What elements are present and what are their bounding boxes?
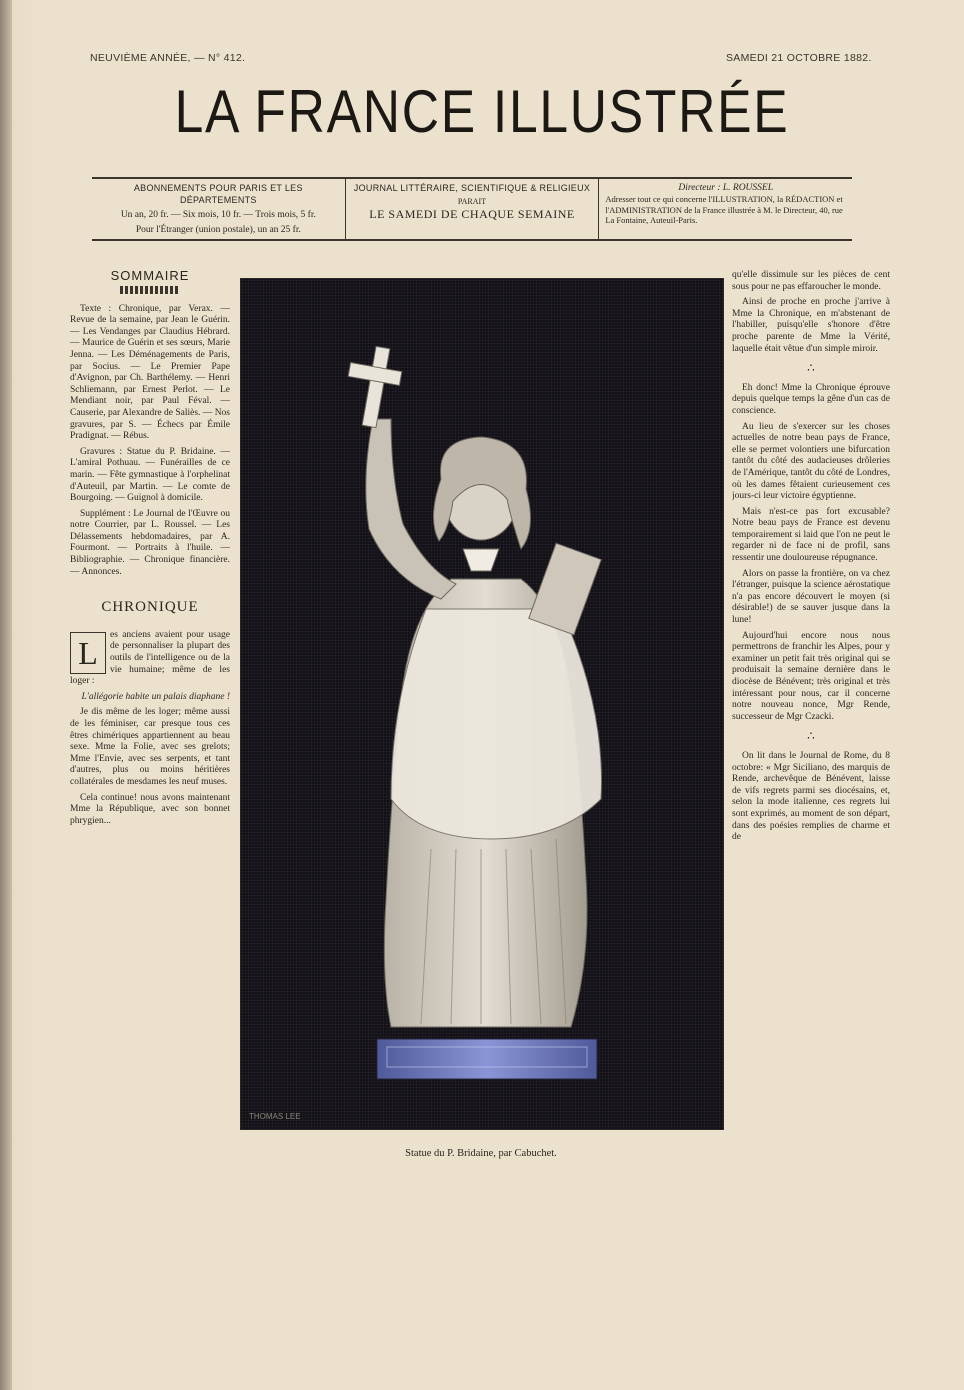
issue-date: SAMEDI 21 OCTOBRE 1882. [726, 52, 872, 64]
journal-parait: PARAIT [457, 197, 487, 206]
illustration-caption: Statue du P. Bridaine, par Cabuchet. [405, 1148, 557, 1159]
right-column [732, 270, 890, 1170]
director-name: Directeur : L. ROUSSEL [678, 183, 773, 193]
sommaire-gravures: Gravures : Statue du P. Bridaine. — L'amiral Pothuau. — Funérailles de ce marin. — Fête gymnastique à l'orphelinat d'Auteuil, par Martin. — Le comte de Bourgoing. — Guignol à domicile. [70, 446, 230, 504]
chronique-p3: Cela continue! nous avons maintenant Mme la République, avec son bonnet phrygien... [70, 792, 230, 826]
right-p7: Aujourd'hui encore nous nous permettrons de franchir les Alpes, pour y examiner un petit fait très original qui se produisait la semaine dernière dans le diocèse de Bénévent; très original et très intéressant pour nous, car il concerne notre nouveau nonce, Mgr Rende, successeur de Mgr Czacki. [732, 630, 890, 722]
journal-description: JOURNAL LITTÉRAIRE, SCIENTIFIQUE & RELIGIEUX [353, 183, 591, 193]
director-address: Adresser tout ce qui concerne l'ILLUSTRATION, la RÉDACTION et l'ADMINISTRATION de la France illustrée à M. le Directeur, 40, rue La Fontaine, Auteuil-Paris. [605, 194, 843, 225]
page-binding [0, 0, 12, 1390]
right-p4: Au lieu de s'exercer sur les choses actuelles de notre beau pays de France, elle se permet volontiers une bifurcation tantôt du côté des audacieuses drôleries de l'Amérique, tantôt du côté de Londres, où les dames fêtaient curieusement ces jours-ci leur victoire égyptienne. [732, 421, 890, 502]
section-separator: ∴ [807, 361, 815, 376]
subscription-foreign: Pour l'Étranger (union postale), un an 25 fr. [135, 225, 301, 235]
left-column [70, 270, 230, 1370]
dropcap-letter: L [70, 632, 106, 674]
journal-info [346, 179, 600, 239]
statue-figure-illustration [241, 279, 723, 1129]
sommaire-texte: Texte : Chronique, par Verax. — Revue de la semaine, par Jean le Guérin. — Les Vendanges par Claudius Hébrard. — Maurice de Guérin et ses sœurs, Marie Jenna. — Les Déménagements de Paris, par Socius. — Le Premier Pape d'Avignon, par Ch. Barthélemy. — Henri Schliemann, par Ernest Perlot. — Le Mendiant noir, par Paul Féval. — Causerie, par Alexandre de Saliès. — Nos gravures, par S. — Échecs par Émile Pradignat. — Rébus. [70, 303, 230, 442]
sommaire-supplement: Supplément : Le Journal de l'Œuvre ou notre Courrier, par L. Roussel. — Les Délassements hebdomadaires, par A. Fourmont. — Portraits à l'huile. — Bibliographie. — Chronique financière. — Annonces. [70, 508, 230, 577]
right-p5: Mais n'est-ce pas fort excusable? Notre beau pays de France est devenu temporairement si laid que l'on ne peut le regarder ni de face ni de profil, sans ressentir une douloureuse répugnance. [732, 506, 890, 564]
masthead-title: LA FRANCE ILLUSTRÉE [174, 78, 790, 145]
chronique-heading: CHRONIQUE [101, 599, 199, 616]
subscription-prices: Un an, 20 fr. — Six mois, 10 fr. — Trois mois, 5 fr. [120, 210, 316, 220]
right-p1: qu'elle dissimule sur les pièces de cent sous pour ne pas effaroucher le monde. [732, 270, 890, 292]
subscription-info [92, 179, 346, 239]
chronique-p1: es anciens avaient pour usage de personnaliser la plupart des outils de l'intelligence ou de la vie humaine; même de les loger : [70, 629, 230, 687]
chronique-quote: L'allégorie habite un palais diaphane ! [81, 691, 230, 702]
statue-engraving [240, 278, 724, 1130]
right-p6: Alors on passe la frontière, on va chez l'étranger, puisque la science aérostatique n'a pas encore découvert le moyen (si désirable!) de se sauver jusque dans la lune! [732, 568, 890, 626]
ornament-divider [120, 286, 180, 294]
right-p2: Ainsi de proche en proche j'arrive à Mme la Chronique, en m'abstenant de l'habiller, puisqu'elle s'honore d'être proche parente de Mme la Vérité, laquelle était vêtue d'un simple miroir. [732, 297, 890, 354]
journal-schedule: LE SAMEDI DE CHAQUE SEMAINE [369, 207, 575, 221]
issue-number: NEUVIÈME ANNÉE, — N° 412. [90, 52, 246, 64]
section-separator-2: ∴ [807, 729, 815, 744]
chronique-p2: Je dis même de les loger; même aussi de les féminiser, car presque tous ces êtres chimériques appartiennent au beau sexe. Mme la Folie, avec ses grelots; Mme l'Envie, avec ses serpents, et tant d'autres, plus ou moins héritières collatérales de mesdames les neuf muses. [70, 707, 230, 787]
engraver-signature: THOMAS LEE [249, 1112, 301, 1121]
subscription-box [92, 177, 852, 241]
right-p8: On lit dans le Journal de Rome, du 8 octobre: « Mgr Siciliano, des marquis de Rende, archevêque de Bénévent, laisse de vifs regrets parmi ses diocésains, et, selon la mode italienne, ces regrets lui sont exprimés, au moment de son départ, dans des poésies remplies de charme et de [732, 750, 890, 843]
subscription-title: ABONNEMENTS POUR PARIS ET LES DÉPARTEMENTS [133, 183, 303, 205]
right-p3: Eh donc! Mme la Chronique éprouve depuis quelque temps la gêne d'un cas de conscience. [732, 382, 890, 416]
director-info [599, 179, 852, 239]
sommaire-heading: SOMMAIRE [110, 270, 190, 283]
